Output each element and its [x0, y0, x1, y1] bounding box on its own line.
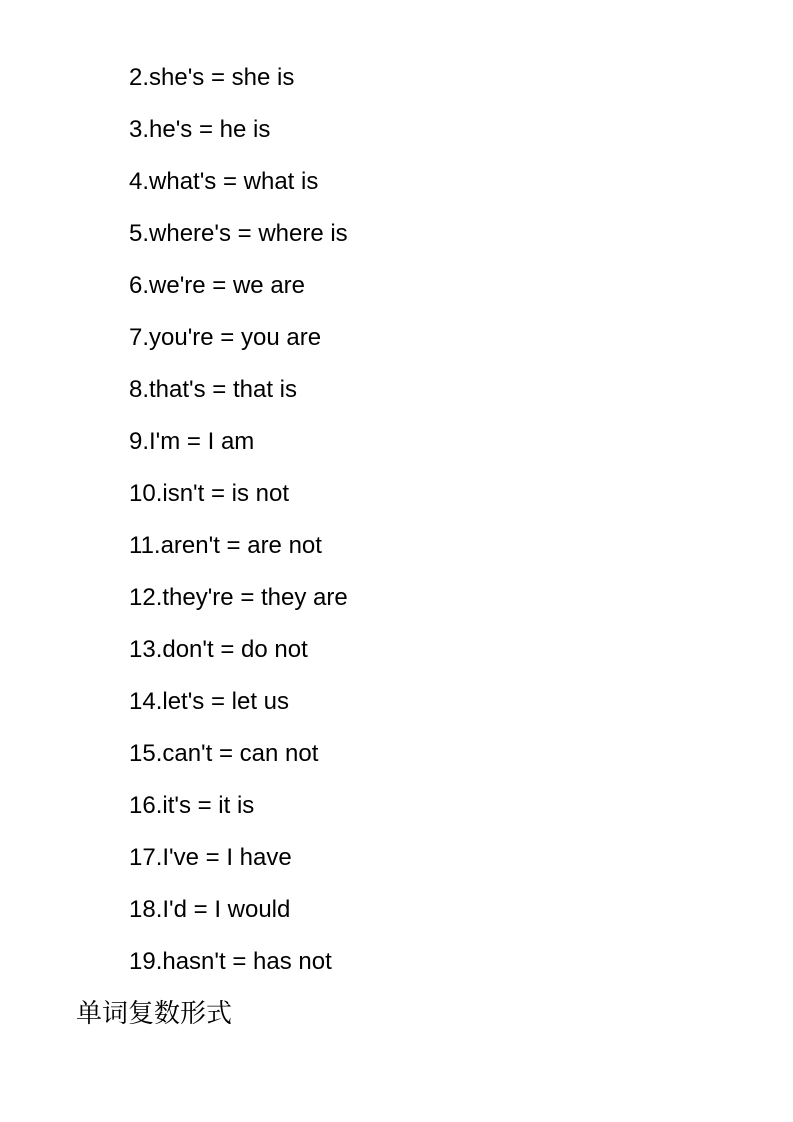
list-item: 6.we're = we are: [129, 272, 306, 299]
list-item: 8.that's = that is: [129, 376, 298, 403]
list-item: 12.they're = they are: [129, 584, 348, 611]
list-item: 16.it's = it is: [129, 792, 255, 819]
list-item: 5.where's = where is: [129, 220, 348, 247]
list-item: 15.can't = can not: [129, 740, 319, 767]
list-item: 13.don't = do not: [129, 636, 308, 663]
list-item: 14.let's = let us: [129, 688, 290, 715]
list-item: 2.she's = she is: [129, 64, 295, 91]
list-item: 9.I'm = I am: [129, 428, 255, 455]
list-item: 3.he's = he is: [129, 116, 271, 143]
section-heading: 单词复数形式: [76, 999, 233, 1029]
list-item: 19.hasn't = has not: [129, 948, 332, 975]
list-item: 17.I've = I have: [129, 844, 292, 871]
list-item: 4.what's = what is: [129, 168, 319, 195]
list-item: 11.aren't = are not: [129, 532, 322, 559]
list-item: 18.I'd = I would: [129, 896, 291, 923]
contractions-list: [129, 59, 348, 995]
list-item: 10.isn't = is not: [129, 480, 290, 507]
list-item: 7.you're = you are: [129, 324, 322, 351]
